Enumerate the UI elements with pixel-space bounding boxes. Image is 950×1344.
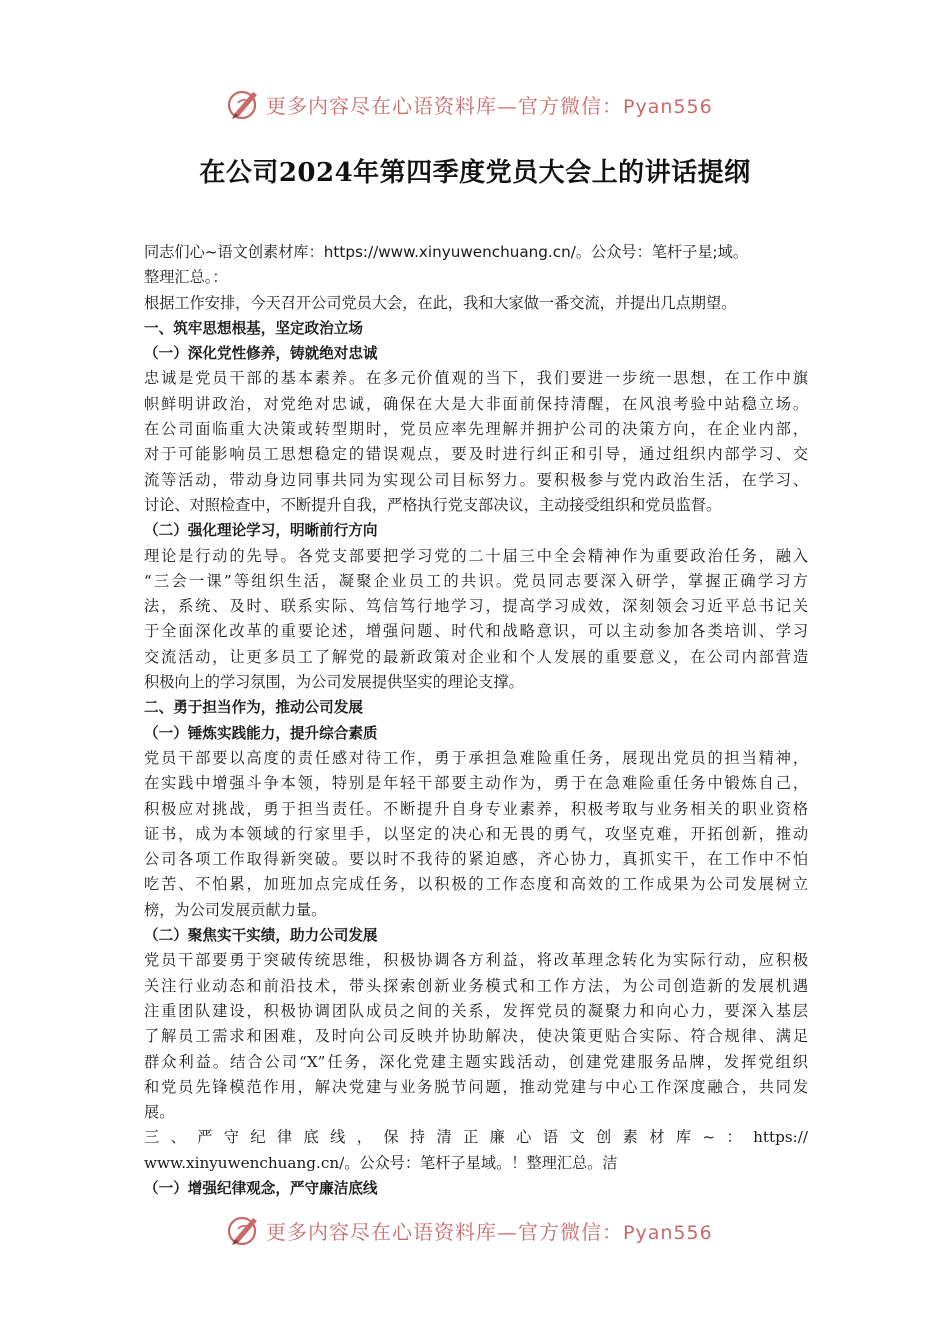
- pen-logo-icon: [226, 86, 262, 122]
- paragraph-line: 交流活动，让更多员工了解党的最新政策对企业和个人发展的重要意义，在公司内部营造: [144, 647, 808, 666]
- paragraph-line: 和党员先锋模范作用，解决党建与业务脱节问题，推动党建与中心工作深度融合，共同发: [144, 1077, 808, 1096]
- paragraph-line: 于全面深化改革的重要论述，增强问题、时代和战略意识，可以主动参加各类培训、学习: [144, 622, 808, 641]
- paragraph-line: “三会一课”等组织生活，凝聚企业员工的共识。党员同志要深入研学，掌握正确学习方: [144, 571, 808, 590]
- section-heading: （一）深化党性修养，铸就绝对忠诚: [144, 345, 378, 363]
- paragraph-line: 积极向上的学习氛围，为公司发展提供坚实的理论支撑。: [144, 673, 524, 692]
- paragraph-line: 关注行业动态和前沿技术，带头探索创新业务模式和工作方法，为公司创造新的发展机遇: [144, 976, 808, 995]
- section-heading: 一、筑牢思想根基，坚定政治立场: [144, 319, 363, 337]
- paragraph-line: 三、严守纪律底线，保持清正廉心语文创素材库~：https://: [144, 1128, 808, 1147]
- paragraph-line: 在公司面临重大决策或转型期时，党员应率先理解并拥护公司的决策方向，在企业内部，: [144, 420, 808, 439]
- banner-wechat-id: Pyan556: [623, 95, 713, 118]
- banner-wechat-id: Pyan556: [623, 1221, 713, 1244]
- paragraph-line: 群众利益。结合公司“X”任务，深化党建主题实践活动，创建党建服务品牌，发挥党组织: [144, 1052, 808, 1071]
- section-heading: （一）锤炼实践能力，提升综合素质: [144, 724, 378, 742]
- paragraph-line: 根据工作安排，今天召开公司党员大会，在此，我和大家做一番交流，并提出几点期望。: [144, 293, 737, 312]
- paragraph-line: 党员干部要勇于突破传统思维，积极协调各方利益，将改革理念转化为实际行动，应积极: [144, 951, 808, 970]
- paragraph-line: 展。: [144, 1103, 175, 1122]
- banner-text: [266, 90, 713, 119]
- document-body: [144, 240, 808, 1201]
- banner-slogan: 更多内容尽在心语资料库—官方微信：: [266, 1219, 623, 1244]
- paragraph-line: 讨论、对照检查中，不断提升自我，严格执行党支部决议，主动接受组织和党员监督。: [144, 495, 722, 514]
- paragraph-line: 证书，成为本领域的行家里手，以坚定的决心和无畏的勇气，攻坚克难，开拓创新，推动: [144, 824, 808, 843]
- paragraph-line: www.xinyuwenchuang.cn/。公众号：笔杆子星域。！整理汇总。洁: [144, 1153, 618, 1172]
- banner-text: [266, 1216, 713, 1245]
- section-heading: （二）强化理论学习，明晰前行方向: [144, 522, 378, 540]
- banner-slogan: 更多内容尽在心语资料库—官方微信：: [266, 93, 623, 118]
- source-note-line: 整理汇总。：: [144, 268, 228, 287]
- footer-banner: [0, 1206, 950, 1250]
- section-heading: 二、勇于担当作为，推动公司发展: [144, 699, 363, 717]
- document-title: 在公司2024年第四季度党员大会上的讲话提纲: [199, 158, 751, 188]
- paragraph-line: 党员干部要以高度的责任感对待工作，勇于承担急难险重任务，展现出党员的担当精神，: [144, 748, 808, 767]
- source-note-line: 同志们心~语文创素材库：https://www.xinyuwenchuang.cn/。公众号：笔杆子星;域。: [144, 243, 749, 261]
- paragraph-line: 流等活动，带动身边同事共同为实现公司目标努力。要积极参与党内政治生活，在学习、: [144, 470, 808, 489]
- paragraph-line: 吃苦、不怕累，加班加点完成任务，以积极的工作态度和高效的工作成果为公司发展树立: [144, 875, 808, 894]
- paragraph-line: 了解员工需求和困难，及时向公司反映并协助解决，使决策更贴合实际、符合规律、满足: [144, 1027, 808, 1046]
- paragraph-line: 积极应对挑战，勇于担当责任。不断提升自身专业素养，积极考取与业务相关的职业资格: [144, 799, 808, 818]
- paragraph-line: 在实践中增强斗争本领，特别是年轻干部要主动作为，勇于在急难险重任务中锻炼自己，: [144, 774, 808, 793]
- paragraph-line: 公司各项工作取得新突破。要以时不我待的紧迫感，齐心协力，真抓实干，在工作中不怕: [144, 850, 808, 869]
- header-banner: [0, 80, 950, 124]
- paragraph-line: 帜鲜明讲政治，对党绝对忠诚，确保在大是大非面前保持清醒，在风浪考验中站稳立场。: [144, 394, 808, 413]
- section-heading: （一）增强纪律观念，严守廉洁底线: [144, 1179, 378, 1197]
- paragraph-line: 理论是行动的先导。各党支部要把学习党的二十届三中全会精神作为重要政治任务，融入: [144, 546, 808, 565]
- paragraph-line: 榜，为公司发展贡献力量。: [144, 900, 327, 919]
- paragraph-line: 法，系统、及时、联系实际、笃信笃行地学习，提高学习成效，深刻领会习近平总书记关: [144, 597, 808, 616]
- section-heading: （二）聚焦实干实绩，助力公司发展: [144, 927, 378, 945]
- pen-logo-icon: [226, 1212, 262, 1248]
- paragraph-line: 对于可能影响员工思想稳定的错误观点，要及时进行纠正和引导，通过组织内部学习、交: [144, 445, 808, 464]
- paragraph-line: 忠诚是党员干部的基本素养。在多元价值观的当下，我们要进一步统一思想，在工作中旗: [144, 369, 808, 388]
- paragraph-line: 注重团队建设，积极协调团队成员之间的关系，发挥党员的凝聚力和向心力，要深入基层: [144, 1001, 808, 1020]
